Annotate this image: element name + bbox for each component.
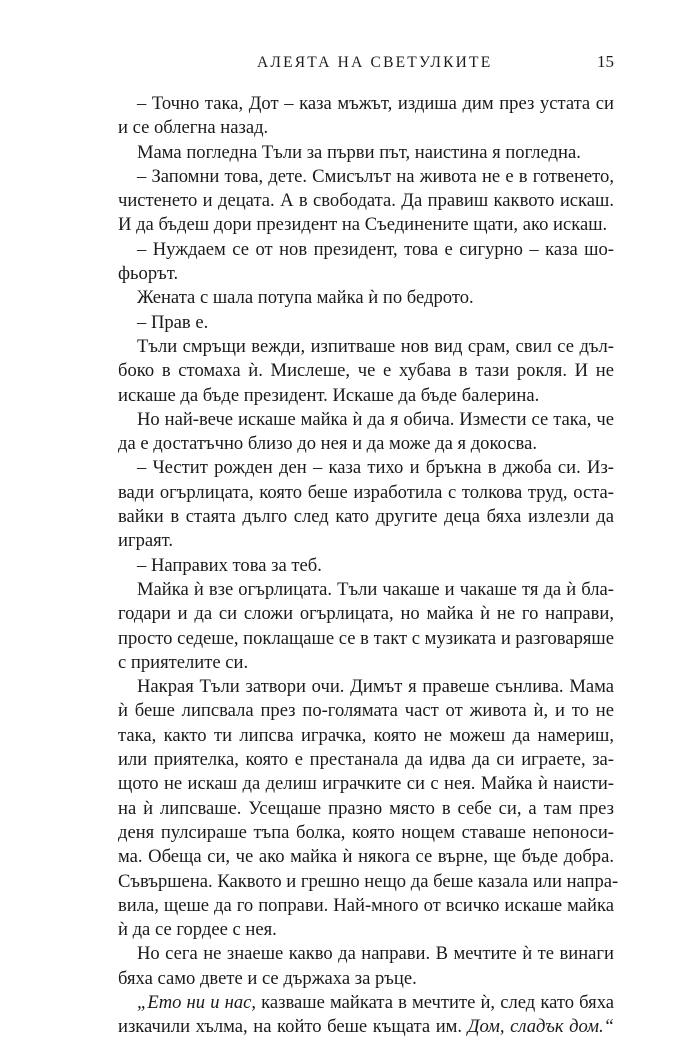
text-line: ѝ беше липсвала през по-голямата част от живота ѝ, и то не bbox=[118, 700, 614, 722]
text-line: ма. Обеща си, че ако майка ѝ някога се върне, ще бъде добра. bbox=[118, 846, 614, 868]
text-run: изкачили хълма, на който беше къщата им. bbox=[118, 1016, 468, 1038]
text-line: или приятелка, която е престанала да идва да си играете, за- bbox=[118, 749, 614, 771]
text-line: годари и да си сложи огърлицата, но майка ѝ не го направи, bbox=[118, 603, 614, 625]
text-line: просто седеше, поклащаше се в такт с музиката и разговаряше bbox=[118, 627, 614, 649]
text-line: Жената с шала потупа майка ѝ по бедрото. bbox=[137, 287, 474, 309]
text-line: Майка ѝ взе огърлицата. Тъли чакаше и чакаше тя да ѝ бла- bbox=[137, 578, 614, 600]
text-line: Но най-вече искаше майка ѝ да я обича. Измести се така, че bbox=[137, 408, 614, 430]
text-line: – Честит рожден ден – каза тихо и бръкна в джоба си. Из- bbox=[137, 457, 614, 479]
italic-phrase: „Ето ни и нас bbox=[137, 991, 252, 1013]
text-line: Съвършена. Каквото и грешно нещо да беше казала или напра- bbox=[118, 870, 619, 892]
text-line: така, както ти липсва играчка, която не можеш да намериш, bbox=[118, 724, 614, 746]
text-line: щото не искаш да делиш играчките си с нея. Майка ѝ наисти- bbox=[118, 773, 614, 795]
text-line: фьорът. bbox=[118, 263, 179, 285]
text-line: вади огърлицата, която беше изработила с толкова труд, оста- bbox=[118, 481, 614, 503]
text-line: да е достатъчно близо до нея и да може да я докосва. bbox=[118, 433, 537, 455]
text-line: – Прав е. bbox=[137, 311, 209, 333]
text-line: бяха само двете и се държаха за ръце. bbox=[118, 967, 417, 989]
text-line: – Запомни това, дете. Смисълът на живота не е в готвенето, bbox=[137, 165, 614, 187]
text-line: вайки в стаята дълго след като другите деца бяха излезли да bbox=[118, 506, 614, 528]
text-line: – Нуждаем се от нов президент, това е сигурно – каза шо- bbox=[137, 238, 614, 260]
text-line: – Направих това за теб. bbox=[137, 554, 322, 576]
italic-phrase: Дом, сладък дом.“ bbox=[467, 1016, 614, 1038]
running-title: АЛЕЯТА НА СВЕТУЛКИТЕ bbox=[257, 54, 493, 71]
text-line: Мама погледна Тъли за първи път, наистина я погледна. bbox=[137, 141, 581, 163]
text-line: чистенето и децата. А в свободата. Да правиш каквото искаш. bbox=[118, 190, 614, 212]
text-line bbox=[118, 1015, 614, 1039]
text-line: Но сега не знаеше какво да направи. В мечтите ѝ те винаги bbox=[137, 943, 614, 965]
text-line: Тъли смръщи вежди, изпитваше нов вид срам, свил се дъл- bbox=[137, 335, 614, 357]
text-line: И да бъдеш дори президент на Съединените щати, ако искаш. bbox=[118, 214, 608, 236]
text-line: играят. bbox=[118, 530, 174, 552]
page-number: 15 bbox=[597, 52, 614, 71]
text-run: , казваше майката в мечтите ѝ, след като бяха bbox=[251, 991, 614, 1013]
text-line: боко в стомаха ѝ. Мислеше, че е хубава в тази рокля. И не bbox=[118, 360, 614, 382]
text-line: с приятелите си. bbox=[118, 651, 249, 673]
text-line: и се облегна назад. bbox=[118, 117, 269, 139]
body-text bbox=[118, 92, 619, 1040]
text-line bbox=[118, 991, 614, 1015]
text-line: искаше да бъде президент. Искаше да бъде балерина. bbox=[118, 384, 540, 406]
text-line: ѝ да се гордее с нея. bbox=[118, 919, 277, 941]
text-line: на ѝ липсваше. Усещаше празно място в себе си, а там през bbox=[118, 797, 614, 819]
text-line: деня пулсираше тъпа болка, която нощем ставаше непоноси- bbox=[118, 821, 614, 843]
text-line: – Точно така, Дот – каза мъжът, издиша дим през устата си bbox=[137, 93, 614, 114]
text-line: вила, щеше да го поправи. Най-много от всичко искаше майка bbox=[118, 894, 614, 916]
text-line: Накрая Тъли затвори очи. Димът я правеше сънлива. Мама bbox=[137, 676, 614, 698]
